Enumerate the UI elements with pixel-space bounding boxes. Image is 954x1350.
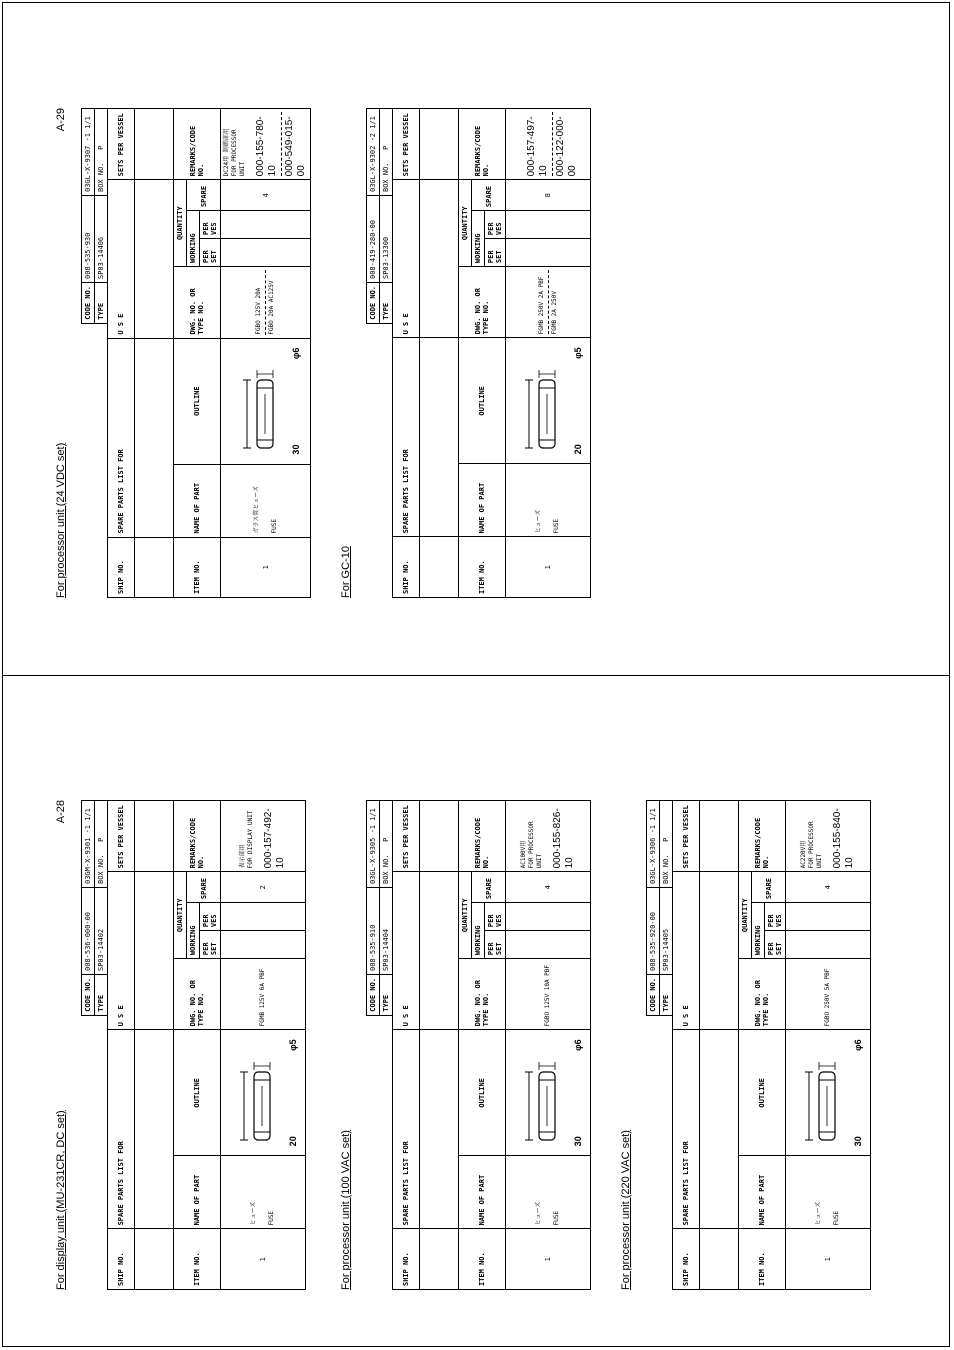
doc-no-value: 03GL-X-9307 -1 1/1 bbox=[82, 109, 95, 196]
sets-per-vessel-label: SETS PER VESSEL bbox=[108, 801, 135, 872]
type-no-cell bbox=[506, 959, 591, 1030]
fuse-drawing bbox=[515, 346, 571, 456]
spare-parts-sheet bbox=[340, 800, 583, 1290]
use-cell bbox=[420, 872, 459, 1030]
use-label: U S E bbox=[108, 180, 135, 338]
outline-label: OUTLINE bbox=[739, 1030, 786, 1156]
code-list bbox=[552, 804, 576, 868]
parts-table bbox=[392, 108, 591, 598]
per-set-label: PER SET bbox=[200, 239, 221, 267]
type-no-cell bbox=[221, 959, 306, 1030]
sheet-heading: For GC-10 bbox=[340, 546, 352, 598]
part-name-cell bbox=[221, 1156, 306, 1229]
use-label: U S E bbox=[673, 872, 700, 1030]
quantity-label: QUANTITY bbox=[174, 872, 187, 959]
working-label: WORKING bbox=[472, 211, 485, 267]
part-name-jp: ガラス管ヒューズ bbox=[252, 485, 260, 534]
type-label: TYPE bbox=[95, 283, 108, 324]
parts-table bbox=[107, 800, 306, 1290]
working-label: WORKING bbox=[187, 211, 200, 267]
remark-text: FOR DISPLAY UNIT bbox=[247, 810, 254, 869]
fuse-length: 30 bbox=[853, 1136, 863, 1147]
name-of-part-label: NAME OF PART bbox=[459, 464, 506, 537]
code-no-value: 008-535-930 bbox=[82, 196, 95, 283]
spare-label: SPARE bbox=[472, 180, 506, 211]
codes-entry: 000-122-000-00 bbox=[554, 116, 578, 177]
item-number: 1 bbox=[221, 537, 311, 597]
remark-jp: AC220V用 bbox=[800, 840, 807, 869]
remark-text: FOR PROCESSOR UNIT bbox=[231, 129, 246, 177]
per-set-label: PER SET bbox=[485, 239, 506, 267]
box-no-value: P bbox=[382, 837, 390, 842]
remarks-cell bbox=[786, 801, 871, 872]
type-label: TYPE bbox=[380, 975, 393, 1016]
spare-count: 4 bbox=[506, 872, 591, 903]
header-table bbox=[81, 800, 108, 1016]
outline-cell bbox=[221, 338, 311, 464]
remarks-label: REMARKS/CODE NO. bbox=[739, 801, 786, 872]
quantity-label: QUANTITY bbox=[459, 180, 472, 267]
box-no-label: BOX NO. bbox=[382, 854, 390, 884]
part-name-jp: ヒューズ bbox=[535, 1201, 542, 1226]
sets-cell bbox=[700, 801, 739, 872]
ship-no-label: SHIP NO. bbox=[393, 1229, 420, 1290]
name-of-part-label: NAME OF PART bbox=[739, 1156, 786, 1229]
part-name-jp: ヒューズ bbox=[250, 1201, 257, 1226]
list-title-cell bbox=[700, 1030, 739, 1229]
types-entry: FGBO 125V 20A bbox=[255, 270, 266, 335]
part-name-cell bbox=[506, 1156, 591, 1229]
parts-table bbox=[672, 800, 871, 1290]
header-table bbox=[366, 108, 393, 324]
remark-jp: DC24用 制御部用 bbox=[223, 128, 230, 177]
per-set-cell bbox=[786, 931, 871, 959]
sets-cell bbox=[135, 801, 174, 872]
spare-count: 4 bbox=[786, 872, 871, 903]
per-ves-cell bbox=[221, 211, 311, 239]
spare-count: 8 bbox=[506, 180, 591, 211]
type-list bbox=[538, 270, 559, 334]
sets-per-vessel-label: SETS PER VESSEL bbox=[393, 109, 420, 180]
type-no-cell bbox=[221, 266, 311, 338]
outline-cell bbox=[506, 1030, 591, 1156]
per-ves-label: PER VES bbox=[485, 211, 506, 239]
spare-count: 4 bbox=[221, 180, 311, 211]
remark-jp: AC100V用 bbox=[520, 840, 527, 869]
type-value: SP03-14405 bbox=[660, 888, 673, 975]
fuse-length: 30 bbox=[573, 1136, 583, 1147]
item-no-label: ITEM NO. bbox=[174, 1229, 221, 1290]
per-ves-label: PER VES bbox=[200, 211, 221, 239]
per-set-cell bbox=[506, 239, 591, 267]
name-of-part-label: NAME OF PART bbox=[174, 1156, 221, 1229]
working-label: WORKING bbox=[187, 903, 200, 959]
codes-entry: 000-155-826-10 bbox=[552, 808, 575, 869]
quantity-label: QUANTITY bbox=[739, 872, 752, 959]
codes-entry: 000-157-497-10 bbox=[526, 112, 553, 176]
dwg-no-label: DWG. NO. OR TYPE NO. bbox=[174, 959, 221, 1030]
name-of-part-label: NAME OF PART bbox=[459, 1156, 506, 1229]
fuse-drawing bbox=[230, 1038, 286, 1148]
part-name-cell bbox=[221, 464, 311, 537]
box-no bbox=[95, 109, 108, 196]
outline-label: OUTLINE bbox=[459, 338, 506, 464]
fuse-drawing bbox=[515, 1038, 571, 1148]
type-list bbox=[259, 962, 267, 1026]
fuse-length: 30 bbox=[290, 444, 301, 455]
box-no bbox=[380, 801, 393, 888]
name-of-part-label: NAME OF PART bbox=[174, 464, 221, 537]
code-no-label: CODE NO. bbox=[367, 283, 380, 324]
use-label: U S E bbox=[393, 872, 420, 1030]
part-name: FUSE bbox=[270, 519, 278, 534]
per-ves-label: PER VES bbox=[765, 903, 786, 931]
type-no-cell bbox=[506, 267, 591, 338]
item-no-label: ITEM NO. bbox=[459, 1229, 506, 1290]
remark-jp: 表示部用 bbox=[239, 844, 246, 869]
list-title: SPARE PARTS LIST FOR bbox=[393, 338, 420, 537]
outline-label: OUTLINE bbox=[174, 1030, 221, 1156]
sets-cell bbox=[420, 109, 459, 180]
code-list bbox=[526, 112, 579, 176]
remarks-label: REMARKS/CODE NO. bbox=[459, 801, 506, 872]
fuse-drawing bbox=[233, 346, 289, 456]
ship-no-cell bbox=[420, 1229, 459, 1290]
sheet-heading: For processor unit (24 VDC set) bbox=[55, 442, 67, 598]
remarks-cell bbox=[221, 109, 311, 180]
sets-per-vessel-label: SETS PER VESSEL bbox=[108, 109, 135, 180]
type-list bbox=[824, 962, 832, 1026]
box-no-value: P bbox=[97, 145, 105, 150]
fuse-length: 20 bbox=[288, 1136, 298, 1147]
list-title: SPARE PARTS LIST FOR bbox=[108, 338, 135, 537]
code-list bbox=[832, 804, 856, 868]
fuse-diameter: φ6 bbox=[853, 1039, 863, 1051]
per-set-cell bbox=[221, 239, 311, 267]
box-no-label: BOX NO. bbox=[382, 162, 390, 192]
ship-no-label: SHIP NO. bbox=[673, 1229, 700, 1290]
list-title: SPARE PARTS LIST FOR bbox=[673, 1030, 700, 1229]
doc-no-value: 03GL-X-9306 -1 1/1 bbox=[647, 801, 660, 888]
doc-no-value: 03GL-X-9305 -1 1/1 bbox=[367, 801, 380, 888]
quantity-label: QUANTITY bbox=[459, 872, 472, 959]
dwg-no-label: DWG. NO. OR TYPE NO. bbox=[174, 266, 221, 338]
dwg-no-label: DWG. NO. OR TYPE NO. bbox=[459, 267, 506, 338]
code-no-value: 008-419-280-00 bbox=[367, 196, 380, 283]
ship-no-cell bbox=[700, 1229, 739, 1290]
type-value: SP03-13300 bbox=[380, 196, 393, 283]
spare-parts-sheet bbox=[55, 800, 298, 1290]
quantity-label: QUANTITY bbox=[174, 180, 187, 267]
use-cell bbox=[700, 872, 739, 1030]
outline-cell bbox=[506, 338, 591, 464]
fuse-diameter: φ6 bbox=[290, 347, 301, 360]
code-no-value: 008-536-000-00 bbox=[82, 888, 95, 975]
spare-count: 2 bbox=[221, 872, 306, 903]
per-set-cell bbox=[506, 931, 591, 959]
spare-parts-sheet bbox=[620, 800, 863, 1290]
type-value: SP03-14402 bbox=[95, 888, 108, 975]
part-name: FUSE bbox=[833, 1210, 840, 1226]
remark-text: FOR PROCESSOR UNIT bbox=[808, 821, 823, 869]
outline-label: OUTLINE bbox=[459, 1030, 506, 1156]
part-name-jp: ヒューズ bbox=[535, 509, 542, 534]
ship-no-label: SHIP NO. bbox=[108, 537, 135, 597]
remarks-label: REMARKS/CODE NO. bbox=[459, 109, 506, 180]
types-entry: FGBO 20A AC125V bbox=[268, 280, 275, 335]
use-cell bbox=[135, 180, 174, 338]
list-title: SPARE PARTS LIST FOR bbox=[393, 1030, 420, 1229]
use-cell bbox=[420, 180, 459, 338]
types-entry: FGMB 125V 6A PBF bbox=[259, 968, 266, 1027]
sheet-heading: For processor unit (220 VAC set) bbox=[620, 1130, 632, 1290]
type-label: TYPE bbox=[660, 975, 673, 1016]
spare-parts-sheet bbox=[340, 108, 583, 598]
remarks-label: REMARKS/CODE NO. bbox=[174, 109, 221, 180]
part-name: FUSE bbox=[268, 1210, 275, 1226]
per-set-label: PER SET bbox=[485, 931, 506, 959]
remark-text: FOR PROCESSOR UNIT bbox=[528, 821, 543, 869]
spare-label: SPARE bbox=[187, 872, 221, 903]
codes-entry: 000-155-840-10 bbox=[832, 808, 855, 869]
code-no-value: 008-535-910 bbox=[367, 888, 380, 975]
remarks-cell bbox=[221, 801, 306, 872]
list-title-cell bbox=[135, 338, 174, 537]
outline-cell bbox=[786, 1030, 871, 1156]
code-no-label: CODE NO. bbox=[367, 975, 380, 1016]
header-table bbox=[366, 800, 393, 1016]
item-no-label: ITEM NO. bbox=[739, 1229, 786, 1290]
box-no-label: BOX NO. bbox=[97, 162, 105, 192]
page-divider bbox=[2, 675, 950, 676]
box-no bbox=[95, 801, 108, 888]
type-list bbox=[544, 962, 552, 1026]
list-title: SPARE PARTS LIST FOR bbox=[108, 1030, 135, 1229]
dwg-no-label: DWG. NO. OR TYPE NO. bbox=[459, 959, 506, 1030]
item-number: 1 bbox=[506, 537, 591, 598]
dwg-no-label: DWG. NO. OR TYPE NO. bbox=[739, 959, 786, 1030]
per-set-label: PER SET bbox=[765, 931, 786, 959]
per-ves-cell bbox=[506, 211, 591, 239]
per-set-label: PER SET bbox=[200, 931, 221, 959]
fuse-diameter: φ5 bbox=[288, 1039, 298, 1051]
part-name: FUSE bbox=[553, 518, 560, 534]
outline-label: OUTLINE bbox=[174, 338, 221, 464]
sets-cell bbox=[420, 801, 459, 872]
outline-cell bbox=[221, 1030, 306, 1156]
box-no-value: P bbox=[662, 837, 670, 842]
types-entry: FGBO 250V 5A PBF bbox=[824, 968, 831, 1027]
use-label: U S E bbox=[108, 872, 135, 1030]
per-ves-label: PER VES bbox=[485, 903, 506, 931]
fuse-diameter: φ6 bbox=[573, 1039, 583, 1051]
codes-entry: 000-157-492-10 bbox=[263, 808, 286, 869]
header-table bbox=[646, 800, 673, 1016]
part-name-cell bbox=[506, 464, 591, 537]
fuse-diameter: φ5 bbox=[573, 347, 583, 359]
box-no bbox=[380, 109, 393, 196]
item-number: 1 bbox=[786, 1229, 871, 1290]
box-no-value: P bbox=[97, 837, 105, 842]
types-entry: FGBO 125V 10A PBF bbox=[544, 964, 551, 1027]
sets-per-vessel-label: SETS PER VESSEL bbox=[673, 801, 700, 872]
box-no-value: P bbox=[382, 145, 390, 150]
fuse-length: 20 bbox=[573, 444, 583, 455]
ship-no-cell bbox=[135, 1229, 174, 1290]
parts-table bbox=[107, 108, 311, 598]
per-ves-cell bbox=[506, 903, 591, 931]
codes-entry: 000-549-015-00 bbox=[284, 116, 307, 177]
item-no-label: ITEM NO. bbox=[174, 537, 221, 597]
type-no-cell bbox=[786, 959, 871, 1030]
parts-table bbox=[392, 800, 591, 1290]
spare-parts-sheet bbox=[55, 108, 307, 598]
item-no-label: ITEM NO. bbox=[459, 537, 506, 598]
code-no-value: 008-535-920-00 bbox=[647, 888, 660, 975]
remarks-label: REMARKS/CODE NO. bbox=[174, 801, 221, 872]
spare-label: SPARE bbox=[187, 180, 221, 211]
codes-entry: 000-155-780-10 bbox=[255, 112, 282, 176]
doc-no-value: 03GM-X-9301 -1 1/1 bbox=[82, 801, 95, 888]
box-no-label: BOX NO. bbox=[662, 854, 670, 884]
per-ves-label: PER VES bbox=[200, 903, 221, 931]
types-entry: FGMB 250V 2A PBF bbox=[538, 270, 549, 334]
type-value: SP03-14406 bbox=[95, 196, 108, 283]
per-set-cell bbox=[221, 931, 306, 959]
list-title-cell bbox=[135, 1030, 174, 1229]
part-name-cell bbox=[786, 1156, 871, 1229]
type-list bbox=[255, 270, 276, 335]
sets-per-vessel-label: SETS PER VESSEL bbox=[393, 801, 420, 872]
page-number: A-29 bbox=[55, 108, 67, 132]
code-no-label: CODE NO. bbox=[647, 975, 660, 1016]
sheet-heading: For display unit (MU-231CR, DC set) bbox=[55, 1110, 67, 1290]
remarks-cell bbox=[506, 801, 591, 872]
use-cell bbox=[135, 872, 174, 1030]
code-list bbox=[263, 804, 287, 868]
type-value: SP03-14404 bbox=[380, 888, 393, 975]
item-number: 1 bbox=[221, 1229, 306, 1290]
ship-no-label: SHIP NO. bbox=[393, 537, 420, 598]
item-number: 1 bbox=[506, 1229, 591, 1290]
type-label: TYPE bbox=[95, 975, 108, 1016]
working-label: WORKING bbox=[752, 903, 765, 959]
sets-cell bbox=[135, 109, 174, 180]
use-label: U S E bbox=[393, 180, 420, 338]
working-label: WORKING bbox=[472, 903, 485, 959]
part-name-jp: ヒューズ bbox=[815, 1201, 822, 1226]
ship-no-cell bbox=[135, 537, 174, 597]
list-title-cell bbox=[420, 1030, 459, 1229]
part-name: FUSE bbox=[553, 1210, 560, 1226]
ship-no-cell bbox=[420, 537, 459, 598]
type-label: TYPE bbox=[380, 283, 393, 324]
code-list bbox=[255, 112, 308, 176]
per-ves-cell bbox=[786, 903, 871, 931]
types-entry: FGMB 2A 250V bbox=[550, 291, 558, 335]
page-number: A-28 bbox=[55, 800, 67, 824]
spare-label: SPARE bbox=[472, 872, 506, 903]
ship-no-label: SHIP NO. bbox=[108, 1229, 135, 1290]
spare-label: SPARE bbox=[752, 872, 786, 903]
list-title-cell bbox=[420, 338, 459, 537]
fuse-drawing bbox=[795, 1038, 851, 1148]
per-ves-cell bbox=[221, 903, 306, 931]
header-table bbox=[81, 108, 108, 324]
box-no bbox=[660, 801, 673, 888]
box-no-label: BOX NO. bbox=[97, 854, 105, 884]
remarks-cell bbox=[506, 109, 591, 180]
doc-no-value: 03GL-X-9302 -2 1/1 bbox=[367, 109, 380, 196]
code-no-label: CODE NO. bbox=[82, 283, 95, 324]
sheet-heading: For processor unit (100 VAC set) bbox=[340, 1130, 352, 1290]
code-no-label: CODE NO. bbox=[82, 975, 95, 1016]
